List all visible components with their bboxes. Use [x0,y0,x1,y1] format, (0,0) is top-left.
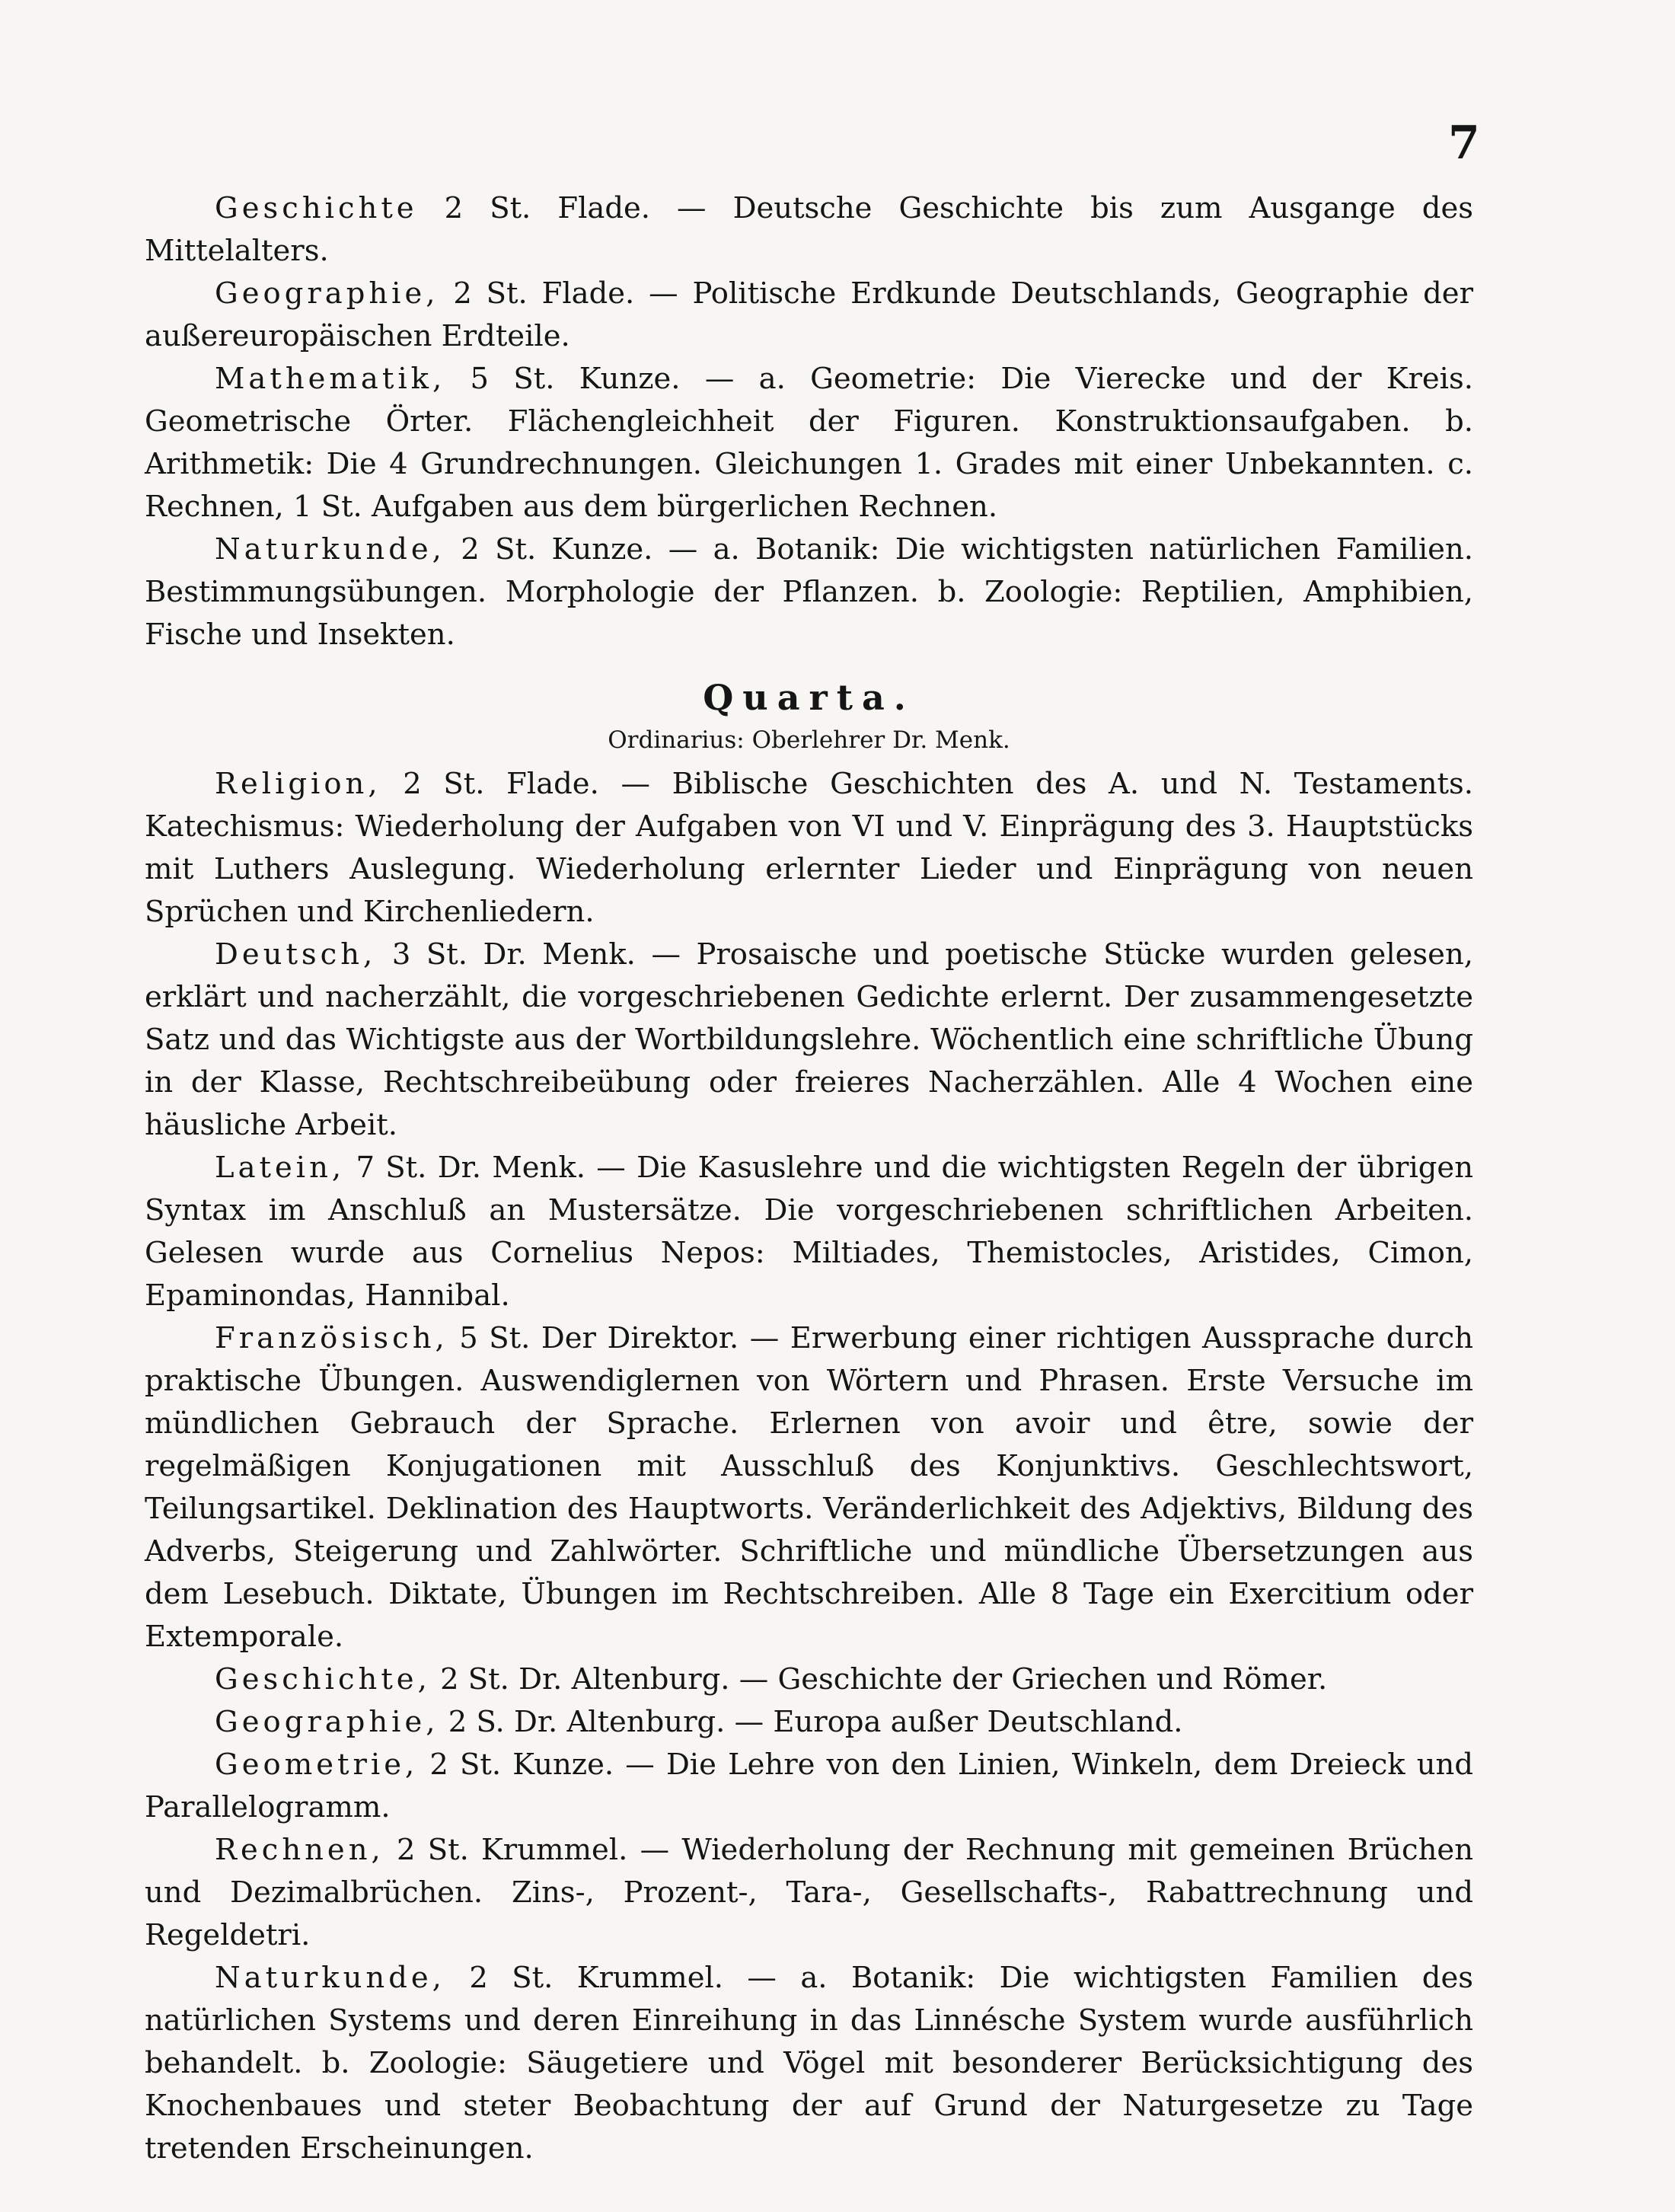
paragraph-text: 2 St. Kunze. — Die Lehre von den Linien, Winkeln, dem Dreieck und Parallelogramm. [145,1748,1473,1824]
paragraph-rechnen [145,1829,1473,1957]
paragraph-text: 2 St. Flade. — Politische Erdkunde Deutschlands, Geographie der außereuropäischen Erdteile. [145,276,1473,353]
page-number: 7 [1448,117,1480,170]
subject-label: Mathematik, [215,362,446,396]
subject-label: Geschichte [215,191,418,225]
subject-label: Geschichte, [215,1662,431,1697]
paragraph-naturkunde-iiib [145,528,1473,656]
paragraph-deutsch [145,934,1473,1147]
paragraph-text: 5 St. Kunze. — a. Geometrie: Die Vierecke und der Kreis. Geometrische Örter. Flächengleichheit der Figuren. Konstruktionsaufgaben. b. Arithmetik: Die 4 Grundrechnungen. Gleichungen 1. Grades mit einer Unbekannten. c. Rechnen, 1 St. Aufgaben aus dem bürgerlichen Rechnen. [145,362,1473,524]
subject-label: Naturkunde, [215,1961,445,1995]
paragraph-religion [145,763,1473,934]
paragraph-text: 2 St. Dr. Altenburg. — Geschichte der Griechen und Römer. [430,1662,1328,1697]
subject-label: Religion, [215,767,381,801]
paragraph-text: 3 St. Dr. Menk. — Prosaische und poetische Stücke wurden gelesen, erklärt und nacherzählt, die vorgeschriebenen Gedichte erlernt. Der zusammengesetzte Satz und das Wichtigste aus der Wortbildungslehre. Wöchentlich eine schriftliche Übung in der Klasse, Rechtschreibeübung oder freieres Nacherzählen. Alle 4 Wochen eine häusliche Arbeit. [145,937,1473,1142]
paragraph-geschichte-iiib [145,187,1473,273]
paragraph-franzoesisch [145,1317,1473,1658]
paragraph-latein [145,1147,1473,1317]
paragraph-geographie-iiib [145,273,1473,358]
paragraph-text: 2 St. Krummel. — a. Botanik: Die wichtigsten Familien des natürlichen Systems und deren Einreihung in das Linnésche System wurde ausführlich behandelt. b. Zoologie: Säugetiere und Vögel mit besonderer Berücksichtigung des Knochenbaues und steter Beobachtung der auf Grund der Naturgesetze zu Tage tretenden Erscheinungen. [145,1961,1473,2166]
section-title: Quarta. [703,677,915,718]
paragraph-text: 2 St. Krummel. — Wiederholung der Rechnung mit gemeinen Brüchen und Dezimalbrüchen. Zins-, Prozent-, Tara-, Gesellschafts-, Rabattrechnung und Regeldetri. [145,1833,1473,1952]
paragraph-text: 5 St. Der Direktor. — Erwerbung einer richtigen Aussprache durch praktische Übungen. Auswendiglernen von Wörtern und Phrasen. Erste Versuche im mündlichen Gebrauch der Sprache. Erlernen von avoir und être, sowie der regelmäßigen Konjugationen mit Ausschluß des Konjunktivs. Geschlechtswort, Teilungsartikel. Deklination des Hauptworts. Veränderlichkeit des Adjektivs, Bildung des Adverbs, Steigerung und Zahlwörter. Schriftliche und mündliche Übersetzungen aus dem Lesebuch. Diktate, Übungen im Rechtschreiben. Alle 8 Tage ein Exercitium oder Extemporale. [145,1321,1473,1654]
paragraph-geographie [145,1701,1473,1744]
subject-label: Naturkunde, [215,532,445,567]
subject-label: Deutsch, [215,937,377,972]
section-subtitle: Ordinarius: Oberlehrer Dr. Menk. [608,726,1010,754]
subject-label: Geographie, [215,1705,439,1739]
paragraph-mathematik-iiib [145,358,1473,528]
paragraph-geometrie [145,1744,1473,1829]
paragraph-text: 2 St. Flade. — Biblische Geschichten des A. und N. Testaments. Katechismus: Wiederholung der Aufgaben von VI und V. Einprägung des 3. Hauptstücks mit Luthers Auslegung. Wiederholung erlernter Lieder und Einprägung von neuen Sprüchen und Kirchenliedern. [145,767,1473,929]
paragraph-text: 2 St. Kunze. — a. Botanik: Die wichtigsten natürlichen Familien. Bestimmungsübungen. Morphologie der Pflanzen. b. Zoologie: Reptilien, Amphibien, Fische und Insekten. [145,532,1473,652]
body-text [145,187,1473,2170]
subject-label: Geographie, [215,276,439,311]
subject-label: Latein, [215,1151,346,1185]
paragraph-text: 2 S. Dr. Altenburg. — Europa außer Deutschland. [439,1705,1183,1739]
paragraph-naturkunde [145,1957,1473,2170]
subject-label: Rechnen, [215,1833,384,1867]
paragraph-geschichte [145,1658,1473,1701]
paragraph-text: 7 St. Dr. Menk. — Die Kasuslehre und die wichtigsten Regeln der übrigen Syntax im Anschluß an Mustersätze. Die vorgeschriebenen schriftlichen Arbeiten. Gelesen wurde aus Cornelius Nepos: Miltiades, Themistocles, Aristides, Cimon, Epaminondas, Hannibal. [145,1151,1473,1313]
subject-label: Geometrie, [215,1748,419,1782]
subject-label: Französisch, [215,1321,448,1355]
paragraph-text: 2 St. Flade. — Deutsche Geschichte bis zum Ausgange des Mittelalters. [145,191,1473,268]
